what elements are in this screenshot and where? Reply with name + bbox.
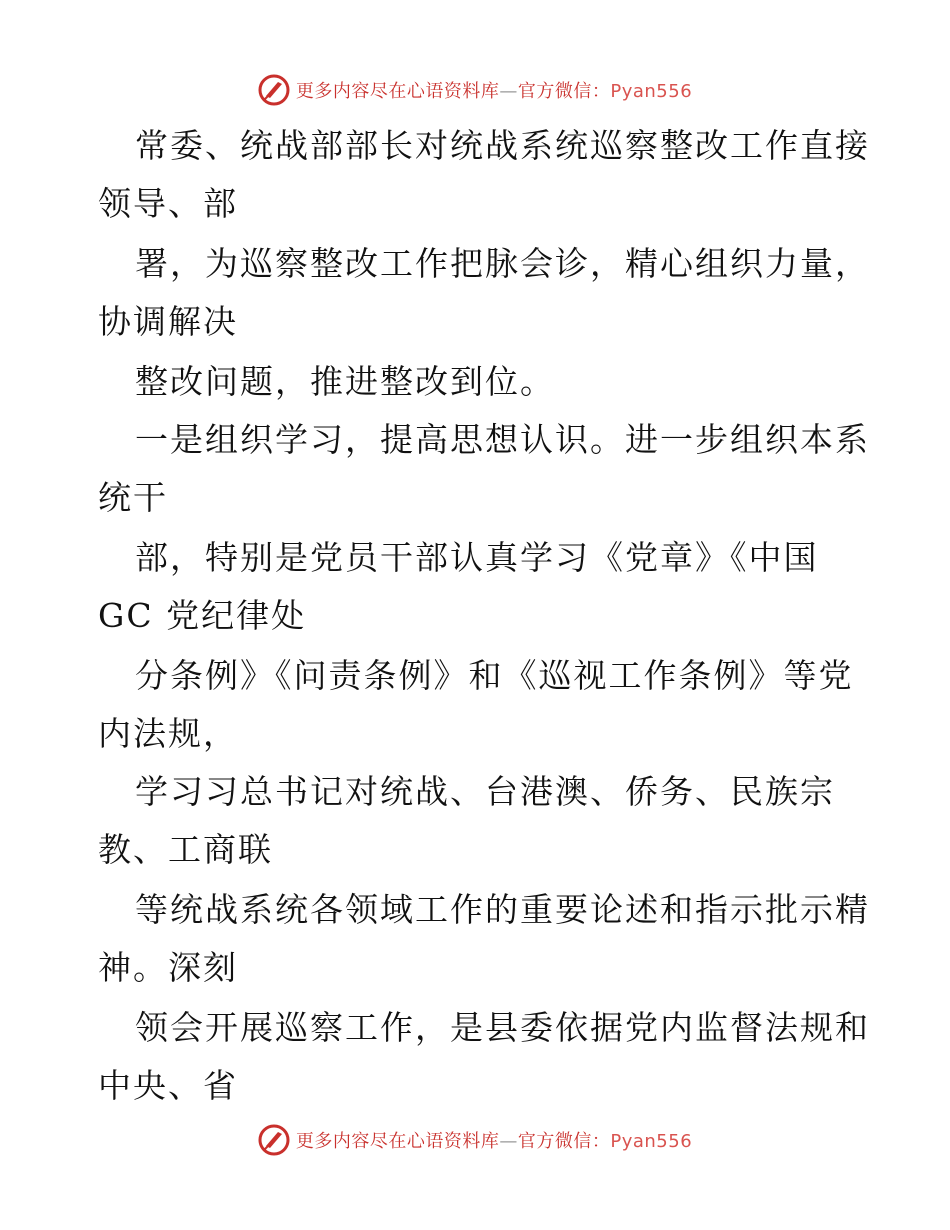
banner-wechat-label: 官方微信：	[517, 81, 611, 102]
banner-wechat-id: Pyan556	[610, 81, 693, 102]
text-line: 教、工商联	[98, 830, 273, 869]
text-line: 署，为巡察整改工作把脉会诊，精心组织力量，	[135, 244, 870, 283]
text-line: 领导、部	[98, 184, 238, 223]
banner-title: 更多内容尽在心语资料库	[295, 81, 500, 102]
banner-text	[296, 77, 692, 103]
banner-wechat-id: Pyan556	[610, 1131, 693, 1152]
text-line: 领会开展巡察工作，是县委依据党内监督法规和	[135, 1008, 870, 1047]
text-line: GC 党纪律处	[98, 596, 307, 635]
text-line: 常委、统战部部长对统战系统巡察整改工作直接	[135, 126, 870, 165]
header-banner	[0, 70, 950, 110]
text-line: 中央、省	[98, 1066, 238, 1105]
text-line: 部，特别是党员干部认真学习《党章》《中国	[135, 538, 819, 577]
text-line: 神。深刻	[98, 948, 238, 987]
text-line: 整改问题，推进整改到位。	[135, 362, 555, 401]
banner-wechat-label: 官方微信：	[517, 1131, 611, 1152]
footer-banner	[0, 1120, 950, 1160]
text-line: 等统战系统各领域工作的重要论述和指示批示精	[135, 890, 870, 929]
text-line: 协调解决	[98, 302, 238, 341]
text-line: 学习习总书记对统战、台港澳、侨务、民族宗	[135, 772, 835, 811]
banner-separator: —	[499, 1131, 518, 1152]
banner-separator: —	[499, 81, 518, 102]
text-line: 统干	[98, 478, 168, 517]
text-line: 分条例》《问责条例》和《巡视工作条例》等党	[135, 656, 854, 695]
banner-text	[296, 1127, 692, 1153]
text-line: 一是组织学习，提高思想认识。进一步组织本系	[135, 420, 870, 459]
quill-logo-icon	[258, 1124, 290, 1156]
text-line: 内法规，	[98, 714, 238, 753]
quill-logo-icon	[258, 74, 290, 106]
banner-title: 更多内容尽在心语资料库	[295, 1131, 500, 1152]
